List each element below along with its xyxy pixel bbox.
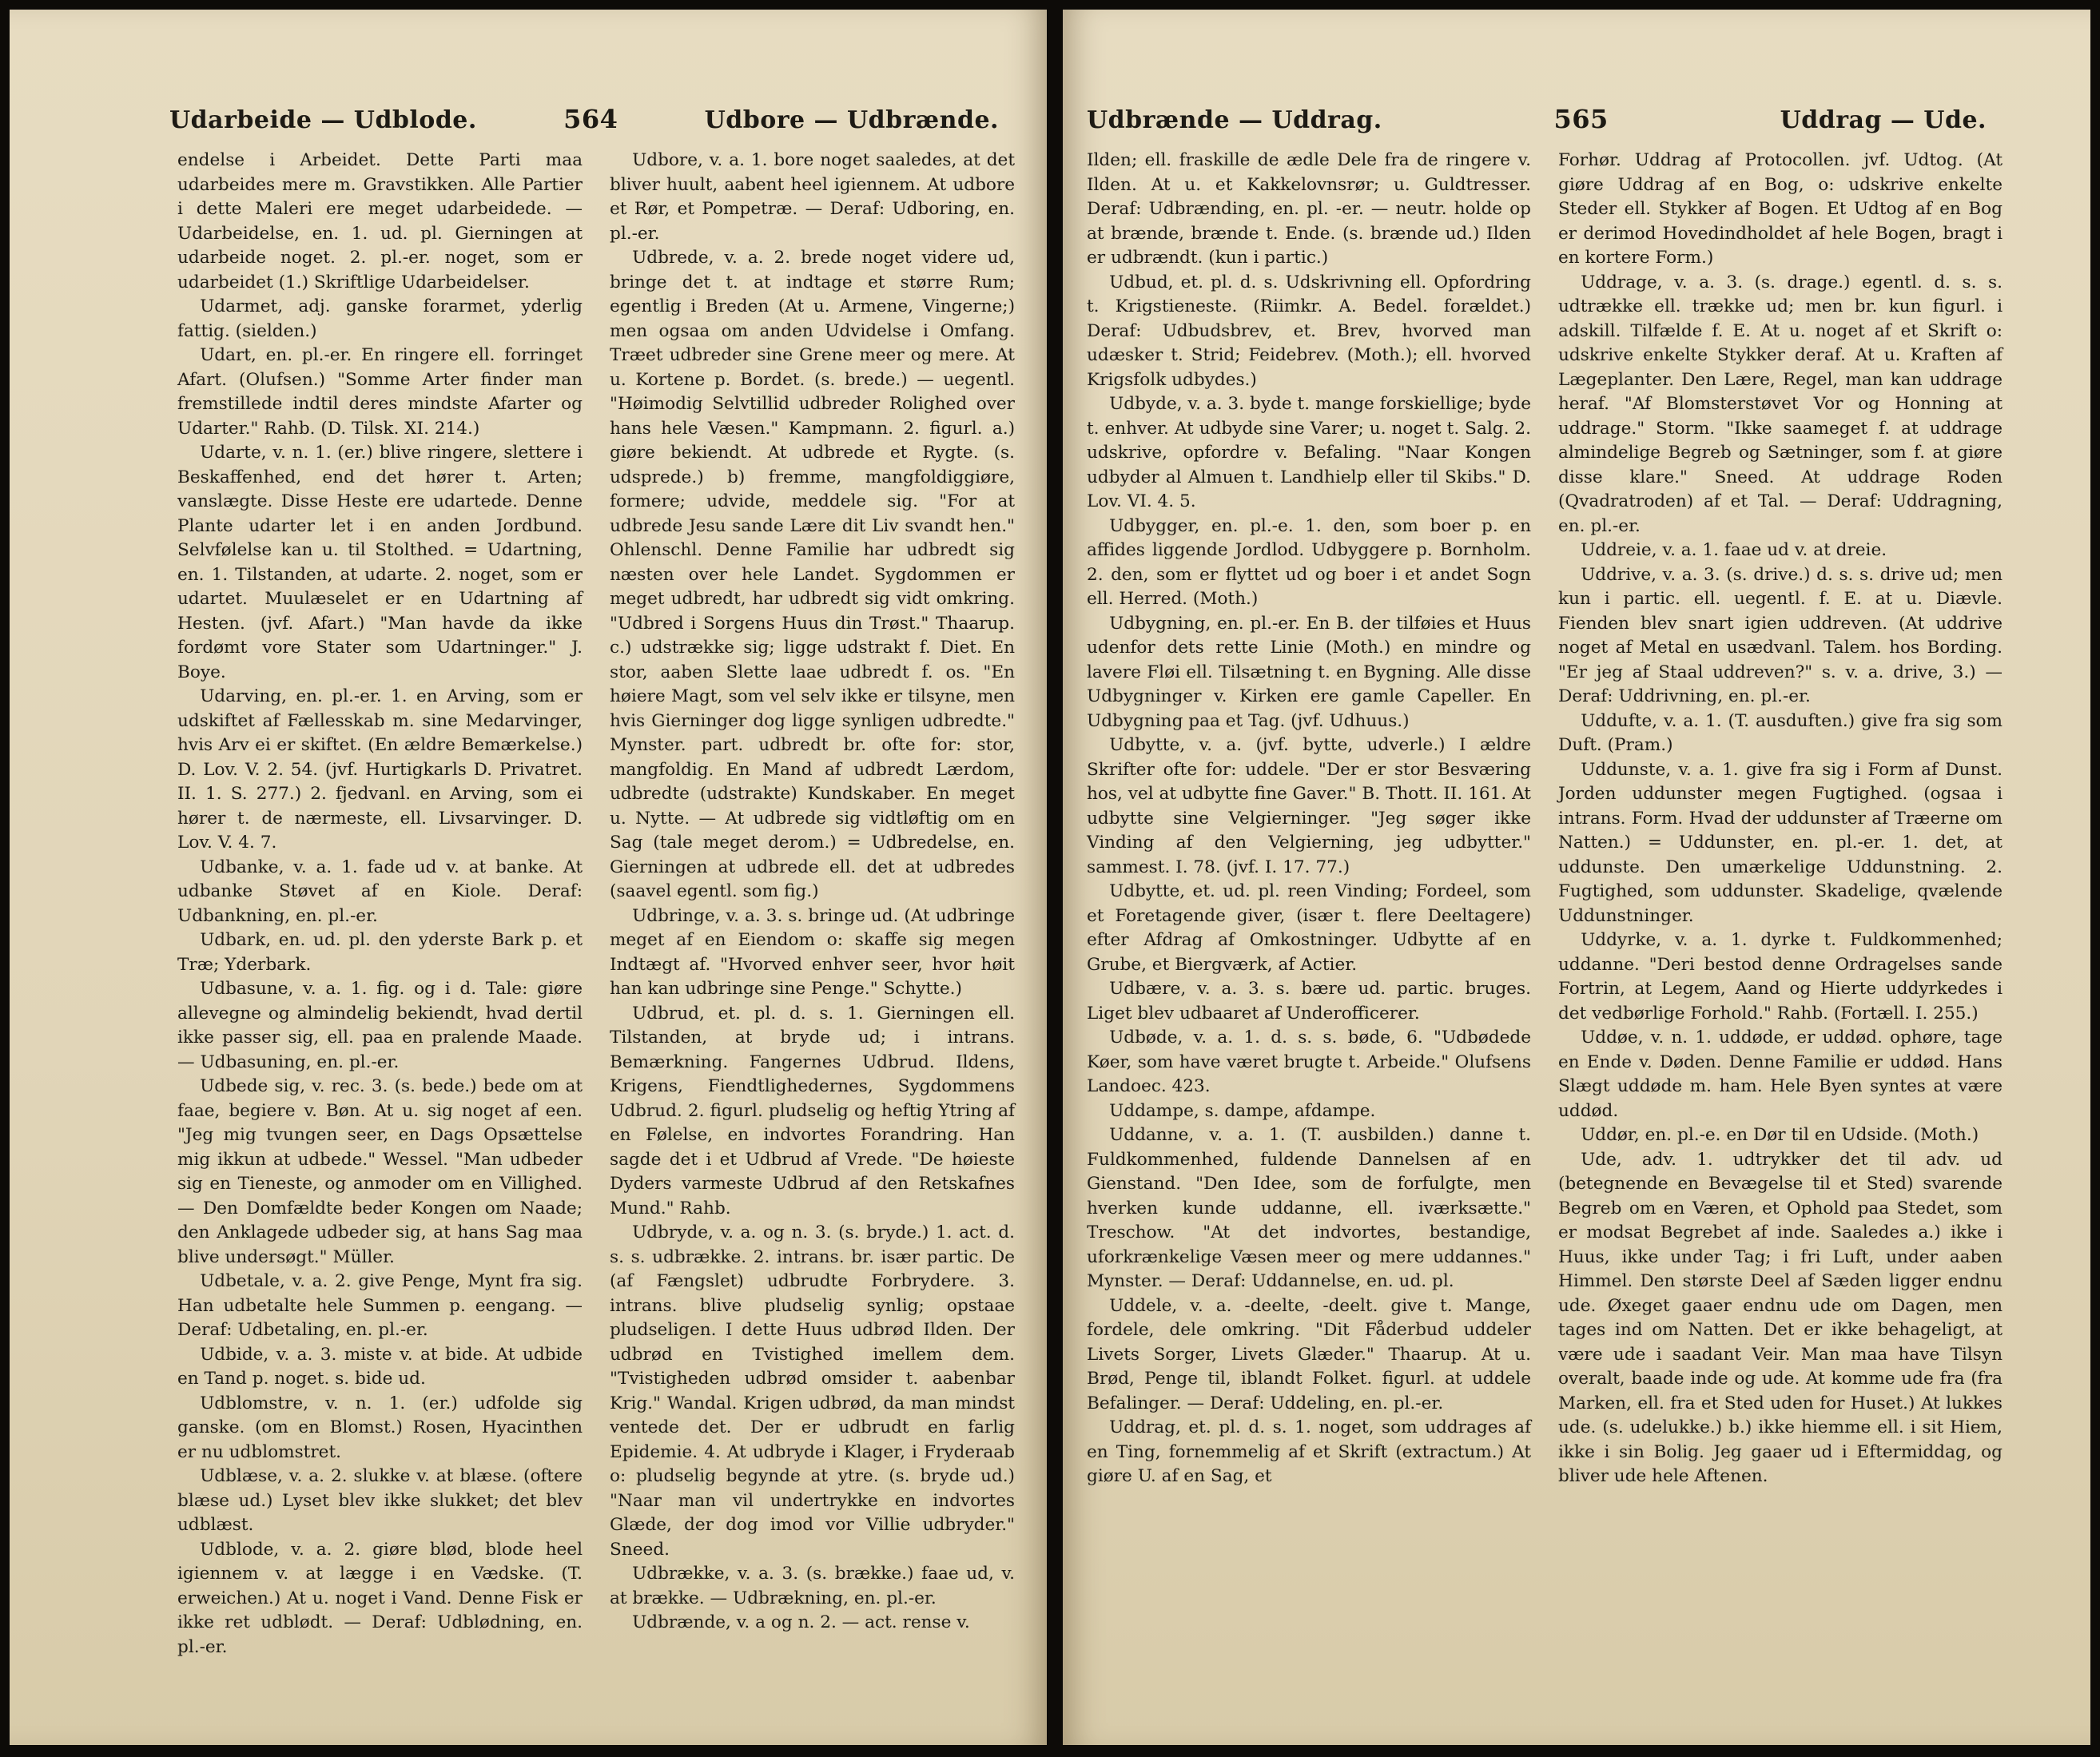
dictionary-entry: Uddufte, v. a. 1. (T. ausduften.) give fra sig som Duft. (Pram.) [1558,710,2003,755]
dictionary-entry: Udarte, v. n. 1. (er.) blive ringere, slettere i Beskaffenhed, end det hører t. Arten; vanslægte. Disse Heste ere udartede. Denne Plante udarter let i en anden Jordbund. Selvfølelse kan u. til Stolthed. = Udartning, en. 1. Tilstanden, at udarte. 2. noget, som er udartet. Muulæselet er en Udartning af Hesten. (jvf. Afart.) "Man havde da ikke fordømt vore Stater som Udartninger." J. Boye. [177,443,583,682]
dictionary-entry: Udbasune, v. a. 1. fig. og i d. Tale: giøre allevegne og almindelig bekiendt, hvad dertil ikke passer sig, ell. paa en pralende Maade. — Udbasuning, en. pl.-er. [177,979,583,1072]
dictionary-entry: Udbanke, v. a. 1. fade ud v. at banke. At udbanke Støvet af en Kiole. Deraf: Udbankning, en. pl.-er. [177,857,583,926]
dictionary-entry: Uddyrke, v. a. 1. dyrke t. Fuldkommenhed; uddanne. "Deri bestod denne Ordragelses sande Fortrin, at Legem, Aand og Hierte uddyrkedes i det vedbørlige Forhold." Rahb. (Fortæll. I. 255.) [1558,930,2003,1024]
dictionary-entry: Udbrænde, v. a og n. 2. — act. rense v. [632,1612,970,1632]
dictionary-entry: Udbringe, v. a. 3. s. bringe ud. (At udbringe meget af en Eiendom o: skaffe sig megen Indtægt af. "Hvorved enhver seer, hvor høit han kan udbringe sine Penge." Schytte.) [610,905,1015,999]
page-number: 565 [1553,104,1609,134]
column-1 [1087,149,1531,1489]
text-columns [169,149,1015,1660]
dictionary-entry: Udbryde, v. a. og n. 3. (s. bryde.) 1. act. d. s. s. udbrække. 2. intrans. br. især partic. De (af Fængslet) udbrudte Forbrydere. 3. intrans. blive pludselig synlig; opstaae pludseligen. I dette Huus udbrød Ilden. Der udbrød en Tvistighed imellem dem. "Tvistigheden udbrød omsider t. aabenbar Krig." Wandal. Krigen udbrød, da man mindst ventede det. Der er udbrudt en farlig Epidemie. 4. At udbryde i Klager, i Fryderaab o: pludselig begynde at ytre. (s. bryde ud.) "Naar man vil undertrykke en indvortes Glæde, der dog imod vor Villie udbryder." Sneed. [610,1222,1015,1560]
dictionary-entry: Uddrag, et. pl. d. s. 1. noget, som uddrages af en Ting, fornemmelig af et Skrift (extractum.) At giøre U. af en Sag, et [1087,1417,1531,1486]
page-header [169,104,1015,134]
dictionary-entry: Ilden; ell. fraskille de ædle Dele fra de ringere v. Ilden. At u. et Kakkelovnsrør; u. Guldtresser. Deraf: Udbrænding, en. pl. -er. — neutr. holde op at brænde, brænde t. Ende. (s. brænde ud.) Ilden er udbrændt. (kun i partic.) [1087,150,1531,268]
dictionary-entry: Udbygning, en. pl.-er. En B. der tilføies et Huus udenfor dets rette Linie (Moth.) en mindre og lavere Fløi ell. Tilsætning t. en Bygning. Alle disse Udbygninger v. Kirken ere gamle Capeller. En Udbygning paa et Tag. (jvf. Udhuus.) [1087,613,1531,731]
dictionary-entry: Udart, en. pl.-er. En ringere ell. forringet Afart. (Olufsen.) "Somme Arter finder man fremstillede indtil deres mindste Afarter og Udarter." Rahb. (D. Tilsk. XI. 214.) [177,345,583,439]
page-header [1087,104,2003,134]
dictionary-entry: Uddrage, v. a. 3. (s. drage.) egentl. d. s. s. udtrække ell. trække ud; men br. kun figurl. i adskill. Tilfælde f. E. At u. noget af et Skrift o: udskrive enkelte Stykker deraf. At u. Kraften af Lægeplanter. Den Lære, Regel, man kan uddrage heraf. "Af Blomsterstøvet Vor og Honning at uddrage." Storm. "Ikke saameget f. at uddrage almindelige Begreb og Sætninger, som f. at giøre disse klare." Sneed. At uddrage Roden (Qvadratroden) af et Tal. — Deraf: Uddragning, en. pl.-er. [1558,272,2003,536]
dictionary-entry: Udbytte, et. ud. pl. reen Vinding; Fordeel, som et Foretagende giver, (især t. flere Deeltagere) efter Afdrag af Omkostninger. Udbytte af en Grube, et Biergværk, af Actier. [1087,881,1531,975]
header-guide-left: Udarbeide — Udblode. [169,106,477,134]
dictionary-entry: Uddunste, v. a. 1. give fra sig i Form af Dunst. Jorden uddunster megen Fugtighed. (ogsaa i intrans. Form. Hvad der uddunster af Træerne om Natten.) = Uddunster, en. pl.-er. 1. det, at uddunste. Den umærkelige Uddunstning. 2. Fugtighed, som uddunster. Skadelige, qvælende Uddunstninger. [1558,759,2003,926]
header-guide-right: Udbore — Udbrænde. [704,106,999,134]
dictionary-entry: Uddreie, v. a. 1. faae ud v. at dreie. [1581,540,1887,560]
dictionary-entry: Udarving, en. pl.-er. 1. en Arving, som er udskiftet af Fællesskab m. sine Medarvinger, hvis Arv ei er skiftet. (En ældre Bemærkelse.) D. Lov. V. 2. 54. (jvf. Hurtigkarls D. Privatret. II. 1. S. 277.) 2. fjedvanl. en Arving, som ei hører t. de nærmeste, ell. Livsarvinger. D. Lov. V. 4. 7. [177,686,583,853]
header-guide-right: Uddrag — Ude. [1780,106,1987,134]
dictionary-entry: Udbore, v. a. 1. bore noget saaledes, at det bliver huult, aabent heel igiennem. At udbore et Rør, et Pompetræ. — Deraf: Udboring, en. pl.-er. [610,150,1015,244]
dictionary-entry: Udbud, et. pl. d. s. Udskrivning ell. Opfordring t. Krigstieneste. (Riimkr. A. Bedel. forældet.) Deraf: Udbudsbrev, et. Brev, hvorved man udæsker t. Strid; Feidebrev. (Moth.); ell. hvorved Krigsfolk udbydes.) [1087,272,1531,390]
dictionary-entry: Udbrede, v. a. 2. brede noget videre ud, bringe det t. at indtage et større Rum; egentlig i Breden (At u. Armene, Vingerne;) men ogsaa om anden Udvidelse i Omfang. Træet udbreder sine Grene meer og mere. At u. Kortene p. Bordet. (s. brede.) — uegentl. "Høimodig Selvtillid udbreder Rolighed over hans hele Væsen." Kampmann. 2. figurl. a.) giøre bekiendt. At udbrede et Rygte. (s. udsprede.) b) fremme, mangfoldiggiøre, formere; udvide, meddele sig. "For at udbrede Jesu sande Lære dit Liv svandt hen." Ohlenschl. Denne Familie har udbredt sig næsten over hele Landet. Sygdommen er meget udbredt, har udbredt sig vidt omkring. "Udbred i Sorgens Huus din Trøst." Thaarup. c.) udstrække sig; ligge udstrakt f. Diet. En stor, aaben Slette laae udbredt f. os. "En høiere Magt, som vel selv ikke er tilsyne, men hvis Gierninger dog ligge synligen udbredte." Mynster. part. udbredt br. ofte for: stor, mangfoldig. En Mand af udbredt Lærdom, udbredte (udstrakte) Kundskaber. En meget u. Nytte. — At udbrede sig vidtløftig om en Sag (tale meget derom.) = Udbredelse, en. Gierningen at udbrede ell. det at udbredes (saavel egentl. som fig.) [610,248,1015,901]
dictionary-entry: Udbrud, et. pl. d. s. 1. Gierningen ell. Tilstanden, at bryde ud; i intrans. Bemærkning. Fangernes Udbrud. Ildens, Krigens, Fiendtlighedernes, Sygdommens Udbrud. 2. figurl. pludselig og heftig Ytring af en Følelse, en indvortes Forandring. Han sagde det i et Udbrud af Vrede. "De høieste Dyders varmeste Udbrud af den Retskafnes Mund." Rahb. [610,1003,1015,1218]
dictionary-entry: Udblomstre, v. n. 1. (er.) udfolde sig ganske. (om en Blomst.) Rosen, Hyacinthen er nu udblomstret. [177,1393,583,1462]
dictionary-entry: Forhør. Uddrag af Protocollen. jvf. Udtog. (At giøre Uddrag af en Bog, o: udskrive enkelte Steder ell. Stykker af Bogen. Et Udtog af en Bog er derimod Hovedindholdet af hele Bogen, bragt i en kortere Form.) [1558,150,2003,268]
dictionary-entry: Udarmet, adj. ganske forarmet, yderlig fattig. (sielden.) [177,296,583,341]
dictionary-entry: endelse i Arbeidet. Dette Parti maa udarbeides mere m. Gravstikken. Alle Partier i dette Maleri ere meget udarbeidede. — Udarbeidelse, en. 1. ud. pl. Gierningen at udarbeide noget. 2. pl.-er. noget, som er udarbeidet (1.) Skriftlige Udarbeidelser. [177,150,583,292]
page-number: 564 [563,104,618,134]
dictionary-entry: Udbære, v. a. 3. s. bære ud. partic. bruges. Liget blev udbaaret af Underofficerer. [1087,979,1531,1024]
dictionary-entry: Uddrive, v. a. 3. (s. drive.) d. s. s. drive ud; men kun i partic. ell. uegentl. f. E. at u. Diævle. Fienden blev snart igien uddreven. (At uddrive noget af Metal en usædvanl. Talem. hos Bording. "Er jeg af Staal uddreven?" s. v. a. drive, 3.) — Deraf: Uddrivning, en. pl.-er. [1558,564,2003,706]
book-gutter [1047,0,1063,1757]
dictionary-entry: Udblode, v. a. 2. giøre blød, blode heel igiennem v. at lægge i en Vædske. (T. erweichen.) At u. noget i Vand. Denne Fisk er ikke ret udblødt. — Deraf: Udblødning, en. pl.-er. [177,1539,583,1657]
dictionary-entry: Udbyde, v. a. 3. byde t. mange forskiellige; byde t. enhver. At udbyde sine Varer; u. noget t. Salg. 2. udskrive, opfordre v. Befaling. "Naar Kongen udbyder al Almuen t. Landhielp eller til Skibs." D. Lov. VI. 4. 5. [1087,394,1531,511]
dictionary-entry: Udbede sig, v. rec. 3. (s. bede.) bede om at faae, begiere v. Bøn. At u. sig noget af een. "Jeg mig tvungen seer, en Dags Opsættelse mig ikkun at udbede." Wessel. "Man udbeder sig en Tieneste, og anmoder om en Villighed. — Den Domfældte beder Kongen om Naade; den Anklagede udbeder sig, at hans Sag maa blive undersøgt." Müller. [177,1076,583,1267]
dictionary-entry: Ude, adv. 1. udtrykker det til adv. ud (betegnende en Bevægelse til et Sted) svarende Begreb om en Væren, et Ophold paa Stedet, som er modsat Begrebet af inde. Saaledes a.) ikke i Huus, ikke under Tag; i fri Luft, under aaben Himmel. Den største Deel af Sæden ligger endnu ude. Øxeget gaaer endnu ude om Dagen, men tages ind om Natten. Det er ikke behageligt, at være ude i saadant Veir. Man maa have Tilsyn overalt, baade inde og ude. At komme ude fra (fra Marken, ell. fra et Sted uden for Huset.) At lukkes ude. (s. udelukke.) b.) ikke hiemme ell. i sit Hiem, ikke i sin Bolig. Jeg gaaer ud i Eftermiddag, og bliver ude hele Aftenen. [1558,1149,2003,1486]
dictionary-entry: Udbark, en. ud. pl. den yderste Bark p. et Træ; Yderbark. [177,930,583,975]
column-2 [610,149,1015,1660]
dictionary-entry: Uddampe, s. dampe, afdampe. [1109,1100,1376,1121]
dictionary-entry: Udblæse, v. a. 2. slukke v. at blæse. (oftere blæse ud.) Lyset blev ikke slukket; det blev udblæst. [177,1466,583,1535]
dictionary-entry: Uddele, v. a. -deelte, -deelt. give t. Mange, fordele, dele omkring. "Dit Fåderbud uddeler Livets Sorger, Livets Glæder." Thaarup. At u. Brød, Penge til, iblandt Folket. figurl. at uddele Befalinger. — Deraf: Uddeling, en. pl.-er. [1087,1295,1531,1413]
right-page [1063,10,2090,1745]
column-1 [169,149,583,1660]
text-columns [1087,149,2003,1489]
dictionary-entry: Udbetale, v. a. 2. give Penge, Mynt fra sig. Han udbetalte hele Summen p. eengang. — Deraf: Udbetaling, en. pl.-er. [177,1271,583,1340]
column-2 [1558,149,2003,1489]
dictionary-entry: Udbøde, v. a. 1. d. s. s. bøde, 6. "Udbødede Køer, som have været brugte t. Arbeide." Olufsens Landoec. 423. [1087,1028,1531,1096]
left-page [10,10,1047,1745]
dictionary-entry: Udbytte, v. a. (jvf. bytte, udverle.) I ældre Skrifter ofte for: uddele. "Der er stor Besværing hos, vel at udbytte fine Gaver." B. Thott. II. 161. At udbytte sine Velgierninger. "Jeg søger ikke Vinding af den Velgierning, jeg udbytter." sammest. I. 78. (jvf. I. 17. 77.) [1087,735,1531,877]
dictionary-entry: Uddøe, v. n. 1. uddøde, er uddød. ophøre, tage en Ende v. Døden. Denne Familie er uddød. Hans Slægt uddøde m. ham. Hele Byen syntes at være uddød. [1558,1028,2003,1121]
dictionary-entry: Udbide, v. a. 3. miste v. at bide. At udbide en Tand p. noget. s. bide ud. [177,1344,583,1389]
dictionary-entry: Udbygger, en. pl.-e. 1. den, som boer p. en affides liggende Jordlod. Udbyggere p. Bornholm. 2. den, som er flyttet ud og boer i et andet Sogn ell. Herred. (Moth.) [1087,515,1531,609]
dictionary-entry: Uddanne, v. a. 1. (T. ausbilden.) danne t. Fuldkommenhed, fuldende Dannelsen af en Gienstand. "Den Idee, som de forfulgte, men hverken kunde uddanne, ell. iværksætte." Treschow. "At det indvortes, bestandige, uforkrænkelige Væsen meer og mere uddannes." Mynster. — Deraf: Uddannelse, en. ud. pl. [1087,1125,1531,1291]
dictionary-entry: Uddør, en. pl.-e. en Dør til en Udside. (Moth.) [1581,1125,1979,1145]
dictionary-entry: Udbrække, v. a. 3. (s. brække.) faae ud, v. at brække. — Udbrækning, en. pl.-er. [610,1564,1015,1608]
header-guide-left: Udbrænde — Uddrag. [1087,106,1382,134]
